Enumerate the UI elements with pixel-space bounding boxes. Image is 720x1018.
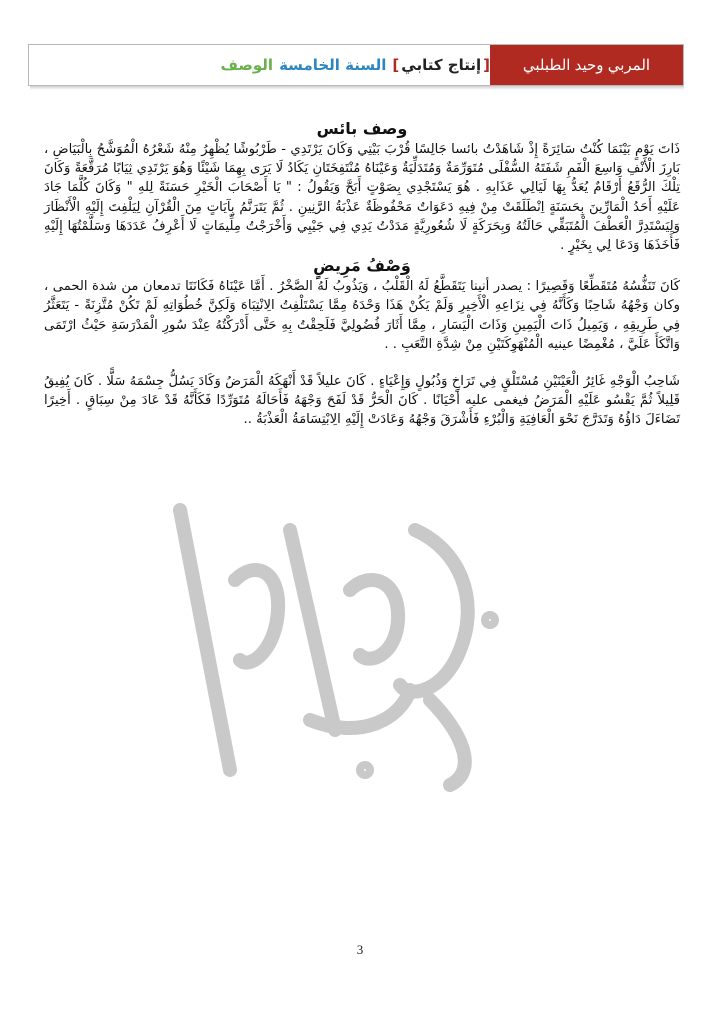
document-body xyxy=(44,118,680,430)
header-bracket-open: [ xyxy=(483,56,490,74)
author-signature-watermark xyxy=(160,470,520,800)
paragraph-patient-1: كَانَ تَنَفُّسُهُ مُتَقَطِّعًا وَقَصِيرًا : يصدر أنينا يَتَقَطَّعُ لَهُ الْقَلْبُ ، وَيَذُوبُ لَهُ الصَّخْرُ . أَمَّا عَيْنَاهُ فَكَانَتَا تدمعان من شدة الحمى ، وكان وَجْهُهُ شَاحِبًا وَكَأَنَّهُ فِي نِزَاعِهِ الْأَخِيرِ وَلَمْ يَكُنْ هَذَا وَحْدَهُ مِمَّا يَسْتَلْفِتُ الِانْتِبَاهَ وَلَكِنَّ خُطُوَاتِهِ لَمْ تَكُنْ مُتَّزِنَةً - يَتَعَثَّرُ فِي طَرِيقِهِ ، وَيَمِيلُ ذَاتَ الْيَمِينِ وَذَاتَ الْيَسَارِ ، مِمَّا أَثَارَ فُضُولِيَّ فَلَحِقْتُ بِهِ حَتَّى أَدْرَكْتُهُ عِنْدَ سُورِ الْمَدْرَسَةِ حَيْثُ ارْتَمَى وَاتَّكَأَ عَلَيَّ ، مُغْمِضًا عينيه الْمُنْهَوِكَتَيْنِ مِنْ شِدَّةِ التَّعَبِ . . xyxy=(44,279,680,352)
header-subject: الوصف xyxy=(220,56,274,74)
paragraph-spacer xyxy=(44,354,680,372)
header-title: إنتاج كتابي xyxy=(401,56,482,74)
section-title-beggar: وصف بائس xyxy=(316,119,408,138)
header-author-band xyxy=(490,45,683,85)
header-title-area xyxy=(29,45,490,85)
header-author: المربي وحيد الطبلبي xyxy=(522,57,651,74)
paragraph-beggar: ذَاتَ يَوْمٍ بَيْنَمَا كُنْتُ سَائِرَةً إِذْ شَاهَدْتُ بائسا جَالِسًا قُرْبَ بَيْتِي وَكَانَ يَرْتَدِي - طَرْبُوشًا يُظْهِرُ مِنْهُ شَعْرُهُ الْمُوَشَّحُ بِالْبَيَاضِ ، بَارِزَ الْأَنْفِ وَاسِعَ الْفَمِ شَفَتَهُ السُّفْلَى مُتَوَرِّمَةٌ وَمُتَدَلِّيَةٌ وَعَيْنَاهُ مُنْتَفِخَتَانِ يَكَادُ لَا يَرَى بِهِمَا شَيْئًا وَهُوَ يَرْتَدِي ثِيَابًا مُرَقَّعَةً وَكَانَ تِلْكَ الرُّقَعُ أَرْقَامٌ يُعَدُّ بِهَا لَيَالِي عَذَابِهِ . هُوَ يَسْتَجْدِي بِصَوْتٍ أَبَحَّ وَيَقُولُ : " يَا أَصْحَابَ الْخَيْرِ حَسَنَةً لِلهِ " وَكَانَ كُلَّمَا جَادَ عَلَيْهِ أَحَدُ الْمَارِّينَ بِحَسَنَةٍ اِنْطَلَقَتْ مِنْ فِيهِ دَعَوَاتٌ مَحْفُوظَةٌ عَذْبَةُ الرَّنِينِ . ثُمَّ يَتَرَنَّمُ بِآيَاتٍ مِنَ الْقُرْآنِ لِيَلْفِتَ إِلَيْهِ الْأَنْظَارَ وَلِيَسْتَدِرَّ الْعَطْفَ الْمُتَبَقِّي حَالَتُهُ وَبِحَرَكَةٍ لَا شُعُورِيَّةٍ مَدَدْتُ يَدِي فِي جَيْبِي وَأَخْرَجْتُ مِلِّيمَاتٍ لَا أَعْرِفُ عَدَدَهَا وَسَلَّمْتُهَا إِلَيْهِ فَأَخَذَهَا وَدَعَا لِي بِخَيْرٍ . xyxy=(44,142,680,254)
paragraph-patient-2: شَاحِبُ الْوَجْهِ غَائِرُ الْعَيْنَيْنِ مُسْتَلْقٍ فِي تَرَاخٍ وَذُبُولٍ وَإِعْيَاءٍ . كَانَ عليلاً قَدْ أَنْهَكَهُ الْمَرَضُ وَكَادَ يَسُلُّ جِسْمَهُ سَلًّا . كَانَ يُفِيقُ قَلِيلاً ثُمَّ يَقْسُو عَلَيْهِ الْمَرَضُ فيغمى عليه أَحْيَانًا . كَانَ الْحَرُّ قَدْ لَفَحَ وَجْهَهُ فَأَحَالَهُ مُتَوَرِّدًا فَكَأَنَّهُ قَدْ عَادَ مِنْ سِبَاقٍ . أَخِيرًا تَضَاءَلَ دَاؤُهُ وَتَدَرَّجَ نَحْوَ الْعَافِيَةِ وَالْبُرْءِ فَأَشْرَقَ وَجْهُهُ وَعَادَتْ إِلَيْهِ الِابْتِسَامَةُ الْعَذْبَةُ .. xyxy=(44,374,680,428)
page-header xyxy=(28,44,684,86)
section-title-patient: وَصْفُ مَرِيضٍ xyxy=(313,256,411,276)
header-bracket-close: ] xyxy=(392,56,400,74)
page-number: 3 xyxy=(356,942,364,957)
header-year: السنة الخامسة xyxy=(279,56,387,74)
header-shadow xyxy=(30,86,684,90)
